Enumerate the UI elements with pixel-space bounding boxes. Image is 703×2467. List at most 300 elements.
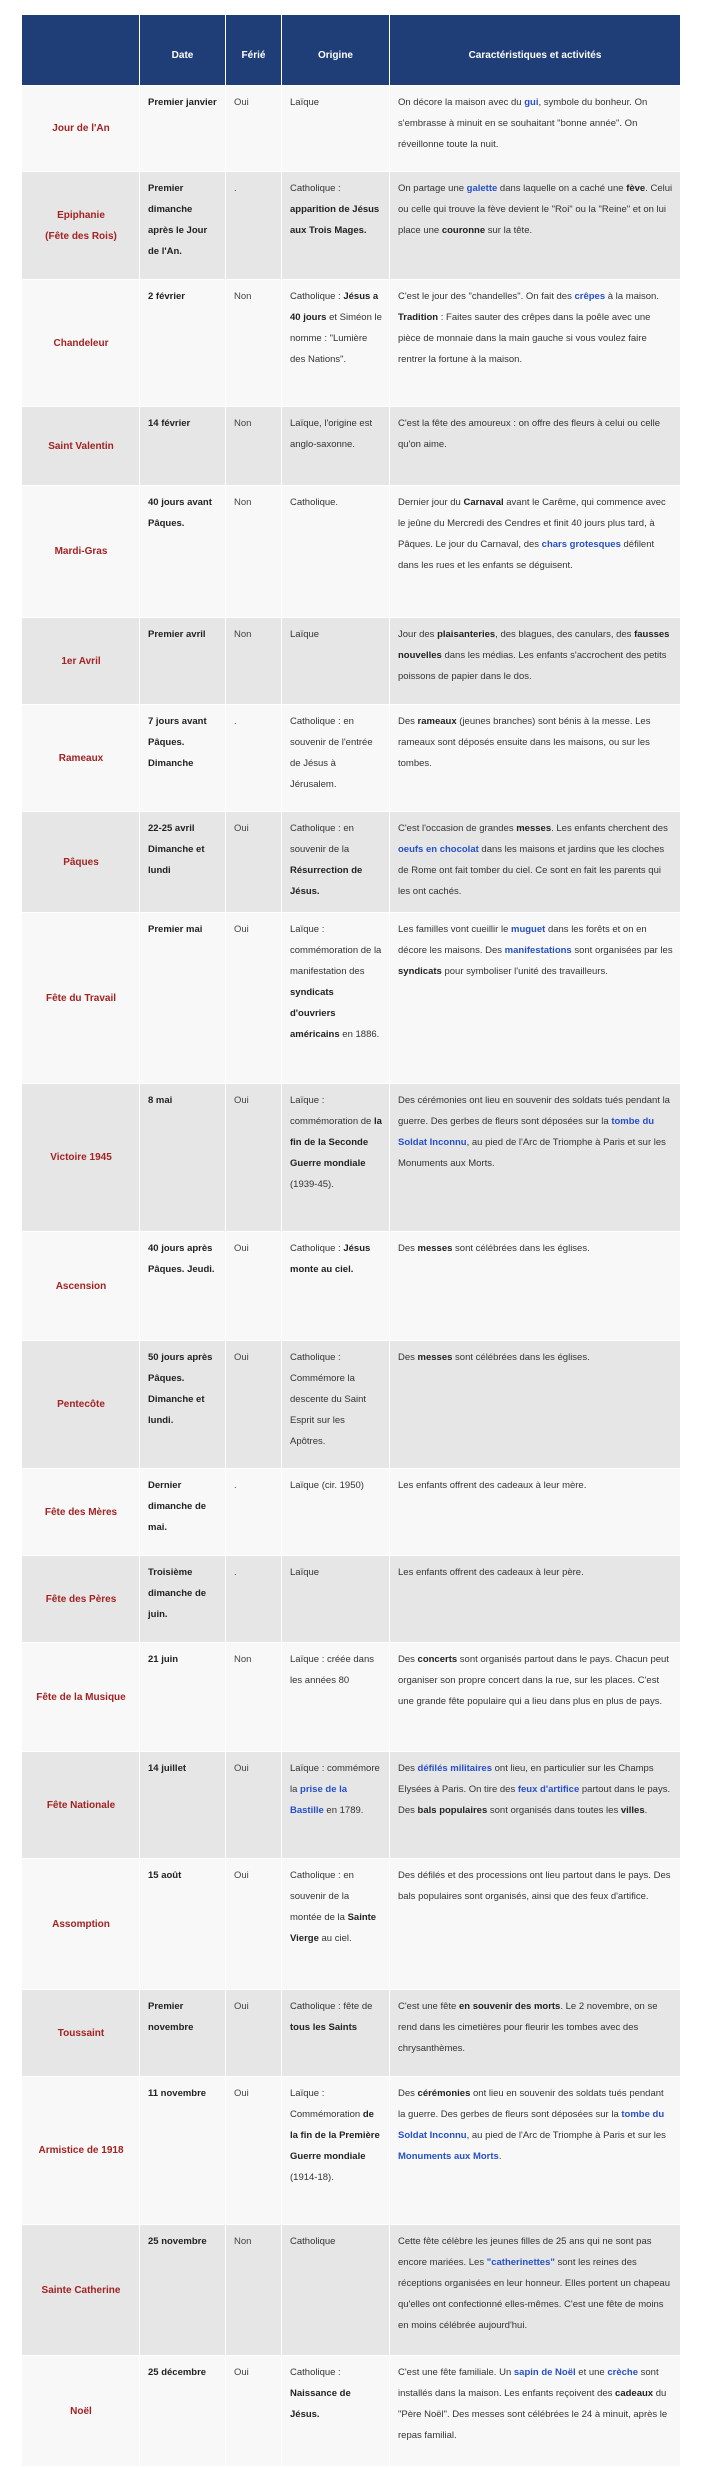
bold-text: Premier dimanche après le Jour de l'An.: [148, 183, 208, 257]
bold-text: 11 novembre: [148, 2088, 207, 2099]
text-segment: Laïque: [290, 97, 320, 108]
bold-text: Premier novembre: [148, 2001, 194, 2033]
holiday-date: [140, 1752, 225, 1858]
text-segment: ont lieu en souvenir des soldats tués pendant la guerre. Des gerbes de fleurs sont déposées sur la: [398, 2088, 664, 2120]
holiday-origine: [282, 172, 389, 279]
text-segment: Laïque (cir. 1950): [290, 1480, 364, 1491]
bold-text: Carnaval: [463, 497, 504, 508]
holiday-ferie: Oui: [226, 812, 281, 912]
text-segment: Des défilés et des processions ont lieu partout dans le pays. Des bals populaires sont organisés, ainsi que des feux d'artifice.: [398, 1870, 671, 1902]
holiday-date: [140, 913, 225, 1083]
bold-text: fève: [626, 183, 646, 194]
text-segment: ont lieu, en particulier sur les Champs Elysées à Paris. On tire des: [398, 1763, 654, 1795]
holiday-date: [140, 407, 225, 485]
table-row: [22, 1084, 680, 1231]
bold-text: concerts: [417, 1654, 458, 1665]
highlight-link[interactable]: sapin de Noël: [513, 2367, 576, 2378]
text-segment: C'est la fête des amoureux : on offre des fleurs à celui ou celle qu'on aime.: [398, 418, 660, 450]
table-body: [22, 86, 680, 2466]
text-segment: défilent dans les rues et les enfants se déguisent.: [398, 539, 655, 571]
bold-text: cérémonies: [417, 2088, 471, 2099]
text-segment: : Faites sauter des crêpes dans la poêle avec une pièce de monnaie dans la main gauche si vous voulez faire rentrer la fortune à la maison.: [398, 312, 651, 365]
holiday-name-line: Ascension: [55, 1280, 107, 1292]
text-segment: dans les médias. Les enfants s'accrochent des petits poissons de papier dans le dos.: [398, 650, 667, 682]
bold-text: bals populaires: [417, 1805, 488, 1816]
holiday-name: [22, 1232, 139, 1340]
text-segment: . Les enfants cherchent des: [551, 823, 668, 834]
table-row: [22, 812, 680, 912]
holiday-activites: [390, 172, 680, 279]
holiday-date: [140, 1469, 225, 1555]
text-segment: On partage une: [398, 183, 467, 194]
text-segment: Les enfants offrent des cadeaux à leur père.: [398, 1567, 584, 1578]
holiday-date: [140, 2225, 225, 2355]
holiday-ferie: Non: [226, 618, 281, 704]
text-segment: Laïque : commémoration de la manifestation des: [290, 924, 382, 977]
holiday-name-line: Armistice de 1918: [38, 2145, 124, 2156]
holiday-name-line: Sainte Catherine: [41, 2284, 121, 2296]
text-segment: Catholique : fête de: [290, 2001, 373, 2012]
text-segment: et une: [575, 2367, 608, 2378]
text-segment: Dernier jour du: [398, 497, 464, 508]
holiday-ferie: Oui: [226, 1752, 281, 1858]
holiday-name-line: Fête des Pères: [45, 1593, 117, 1605]
holiday-ferie: .: [226, 1556, 281, 1642]
holiday-name-line: Chandeleur: [53, 337, 109, 349]
table-row: [22, 1752, 680, 1858]
holiday-name: [22, 2225, 139, 2355]
text-segment: sur la tête.: [485, 225, 533, 236]
highlight-link[interactable]: tombe du Soldat Inconnu: [398, 2109, 665, 2141]
holiday-date: [140, 1556, 225, 1642]
bold-text: 40 jours avant Pâques.: [148, 497, 212, 529]
highlight-link[interactable]: galette: [466, 183, 498, 194]
bold-text: 2 février: [148, 291, 185, 302]
holiday-date: [140, 280, 225, 406]
highlight-link[interactable]: manifestations: [504, 945, 572, 956]
holiday-activites: [390, 1859, 680, 1989]
text-segment: Des cérémonies ont lieu en souvenir des soldats tués pendant la guerre. Des gerbes de fleurs sont déposées sur la: [398, 1095, 670, 1127]
text-segment: sont célébrées dans les églises.: [452, 1243, 590, 1254]
bold-text: en souvenir des morts: [458, 2001, 561, 2012]
text-segment: C'est le jour des "chandelles". On fait des: [398, 291, 575, 302]
holiday-date: [140, 1084, 225, 1231]
text-segment: Catholique : en souvenir de la: [290, 823, 354, 855]
bold-text: Premier avril: [148, 629, 206, 640]
bold-text: 25 novembre: [148, 2236, 207, 2247]
text-segment: Catholique :: [290, 2367, 341, 2378]
holiday-activites: [390, 1469, 680, 1555]
bold-text: messes: [516, 823, 552, 834]
holiday-name: [22, 812, 139, 912]
highlight-link[interactable]: défilés militaires: [417, 1763, 492, 1774]
text-segment: (1939-45).: [290, 1179, 334, 1190]
text-segment: Catholique.: [290, 497, 339, 508]
text-segment: en 1886.: [339, 1029, 380, 1040]
bold-text: Dernier dimanche de mai.: [148, 1480, 207, 1533]
header-ferie: Férié: [226, 15, 281, 85]
bold-text: 50 jours après Pâques. Dimanche et lundi.: [148, 1352, 213, 1426]
bold-text: 22-25 avril Dimanche et lundi: [148, 823, 205, 876]
bold-text: syndicats: [398, 966, 442, 977]
bold-text: la fin de la Seconde Guerre mondiale: [290, 1116, 382, 1169]
text-segment: Jour des: [398, 629, 438, 640]
holiday-origine: [282, 2225, 389, 2355]
holiday-name-line: Epiphanie: [57, 209, 105, 221]
text-segment: Des: [398, 1763, 418, 1774]
holiday-origine: [282, 618, 389, 704]
holiday-activites: [390, 1084, 680, 1231]
holiday-date: [140, 1990, 225, 2076]
holiday-ferie: Oui: [226, 2356, 281, 2466]
holiday-activites: [390, 407, 680, 485]
bold-text: 7 jours avant Pâques. Dimanche: [148, 716, 207, 769]
text-segment: Des: [398, 1243, 418, 1254]
text-segment: . Le 2 novembre, on se rend dans les cimetières pour fleurir les tombes avec des chrysanthèmes.: [398, 2001, 658, 2054]
holiday-name: [22, 1990, 139, 2076]
text-segment: , au pied de l'Arc de Triomphe à Paris et sur les: [466, 2130, 666, 2141]
text-segment: du "Père Noël". Des messes sont célébrées le 24 à minuit, après le repas familial.: [398, 2388, 668, 2441]
holiday-name: [22, 1752, 139, 1858]
highlight-link[interactable]: Monuments aux Morts: [398, 2151, 499, 2162]
holiday-date: [140, 2077, 225, 2224]
text-segment: Catholique :: [290, 291, 344, 302]
table-row: [22, 280, 680, 406]
holiday-name-line: Noël: [70, 2405, 92, 2417]
bold-text: 14 février: [148, 418, 191, 429]
holiday-activites: [390, 2225, 680, 2355]
holiday-name-line: (Fête des Rois): [45, 230, 117, 242]
holiday-origine: [282, 86, 389, 171]
holiday-activites: [390, 86, 680, 171]
holiday-name-line: Fête de la Musique: [36, 1691, 126, 1703]
header-date: Date: [140, 15, 225, 85]
holiday-origine: [282, 1859, 389, 1989]
holiday-activites: [390, 1752, 680, 1858]
holiday-ferie: Non: [226, 1643, 281, 1751]
holiday-name: [22, 913, 139, 1083]
text-segment: (jeunes branches) sont bénis à la messe. Les rameaux sont déposés ensuite dans les maisons, ou sur les tombes.: [398, 716, 651, 769]
table-row: [22, 2077, 680, 2224]
holiday-name-line: Pentecôte: [57, 1399, 105, 1410]
holiday-activites: [390, 1990, 680, 2076]
text-segment: C'est l'occasion de grandes: [398, 823, 517, 834]
bold-text: 8 mai: [148, 1095, 173, 1106]
holiday-name-line: Pâques: [63, 856, 99, 868]
text-segment: Des: [398, 1654, 418, 1665]
holiday-origine: [282, 1990, 389, 2076]
text-segment: Des: [398, 1352, 418, 1363]
holiday-ferie: Oui: [226, 1232, 281, 1340]
highlight-link[interactable]: feux d'artifice: [517, 1784, 580, 1795]
text-segment: au ciel.: [318, 1933, 352, 1944]
table-row: [22, 407, 680, 485]
text-segment: dans les maisons et jardins que les cloches de Rome ont fait tomber du ciel. Ce sont en fait les parents qui les ont cachés.: [398, 844, 665, 897]
text-segment: sont installés dans la maison. Les enfants reçoivent des: [398, 2367, 659, 2399]
holiday-date: [140, 2356, 225, 2466]
holiday-ferie: Non: [226, 280, 281, 406]
bold-text: Troisième dimanche de juin.: [148, 1567, 207, 1620]
holiday-name: [22, 1084, 139, 1231]
text-segment: en 1789.: [323, 1805, 364, 1816]
bold-text: messes: [417, 1243, 453, 1254]
holiday-origine: [282, 812, 389, 912]
holiday-date: [140, 1341, 225, 1468]
holiday-name-line: Mardi-Gras: [54, 546, 108, 557]
bold-text: 15 août: [148, 1870, 182, 1881]
holiday-name: [22, 618, 139, 704]
highlight-link[interactable]: prise de la Bastille: [290, 1784, 348, 1816]
text-segment: pour symboliser l'unité des travailleurs.: [441, 966, 608, 977]
holiday-name: [22, 407, 139, 485]
holiday-origine: [282, 2077, 389, 2224]
table-row: [22, 1232, 680, 1340]
holidays-table-container: [21, 14, 679, 2467]
holiday-origine: [282, 1341, 389, 1468]
holiday-ferie: .: [226, 1469, 281, 1555]
holiday-ferie: Non: [226, 486, 281, 617]
text-segment: sont organisées par les: [571, 945, 673, 956]
holiday-activites: [390, 812, 680, 912]
holiday-ferie: Oui: [226, 1859, 281, 1989]
bold-text: fausses nouvelles: [398, 629, 670, 661]
holiday-name: [22, 2356, 139, 2466]
holiday-origine: [282, 1084, 389, 1231]
text-segment: à la maison.: [605, 291, 659, 302]
holiday-origine: [282, 2356, 389, 2466]
text-segment: Les enfants offrent des cadeaux à leur mère.: [398, 1480, 587, 1491]
holiday-name: [22, 1859, 139, 1989]
holiday-name-line: Assomption: [52, 1918, 110, 1930]
table-row: [22, 1341, 680, 1468]
bold-text: couronne: [441, 225, 486, 236]
highlight-link[interactable]: gui: [524, 97, 539, 108]
holiday-activites: [390, 280, 680, 406]
holiday-ferie: Non: [226, 407, 281, 485]
text-segment: On décore la maison avec du: [398, 97, 525, 108]
holiday-origine: [282, 1232, 389, 1340]
holiday-name: [22, 1556, 139, 1642]
bold-text: 25 décembre: [148, 2367, 207, 2378]
text-segment: Catholique :: [290, 1243, 344, 1254]
holiday-name: [22, 2077, 139, 2224]
holiday-origine: [282, 705, 389, 811]
highlight-link[interactable]: crêpes: [574, 291, 606, 302]
highlight-link[interactable]: "catherinettes": [486, 2257, 555, 2268]
holiday-activites: [390, 1643, 680, 1751]
bold-text: apparition de Jésus aux Trois Mages.: [290, 204, 380, 236]
text-segment: Laïque : commémore la: [290, 1763, 380, 1795]
holiday-name-line: Saint Valentin: [48, 440, 114, 452]
holiday-activites: [390, 618, 680, 704]
text-segment: Laïque : commémoration de: [290, 1095, 374, 1127]
table-row: [22, 2356, 680, 2466]
holiday-name-line: Jour de l'An: [52, 123, 110, 134]
holiday-activites: [390, 705, 680, 811]
bold-text: cadeaux: [615, 2388, 654, 2399]
holiday-date: [140, 1643, 225, 1751]
highlight-link[interactable]: crèche: [607, 2367, 638, 2378]
holiday-origine: [282, 1556, 389, 1642]
holiday-name-line: Victoire 1945: [50, 1152, 112, 1163]
holiday-date: [140, 1232, 225, 1340]
text-segment: dans laquelle on a caché une: [497, 183, 627, 194]
text-segment: C'est une fête familiale. Un: [398, 2367, 514, 2378]
holiday-date: [140, 705, 225, 811]
bold-text: plaisanteries: [437, 629, 496, 640]
holiday-ferie: .: [226, 705, 281, 811]
bold-text: syndicats d'ouvriers américains: [290, 987, 340, 1040]
bold-text: Jésus monte au ciel.: [290, 1243, 371, 1275]
holiday-activites: [390, 486, 680, 617]
text-segment: Laïque : créée dans les années 80: [290, 1654, 374, 1686]
holiday-date: [140, 86, 225, 171]
holiday-date: [140, 618, 225, 704]
table-row: [22, 705, 680, 811]
holiday-name: [22, 705, 139, 811]
holiday-ferie: Oui: [226, 86, 281, 171]
holiday-origine: [282, 280, 389, 406]
text-segment: dans les forêts et on en décore les maisons. Des: [398, 924, 647, 956]
bold-text: messes: [417, 1352, 453, 1363]
table-row: [22, 913, 680, 1083]
bold-text: Premier mai: [148, 924, 203, 935]
holiday-ferie: Non: [226, 2225, 281, 2355]
holiday-activites: [390, 1232, 680, 1340]
header-activites: Caractéristiques et activités: [390, 15, 680, 85]
text-segment: partout dans le pays. Des: [398, 1784, 671, 1816]
text-segment: sont organisés partout dans le pays. Chacun peut organiser son propre concert dans la rue, sur les places. C'est une grande fête populaire qui a lieu dans plus en plus de pays.: [398, 1654, 669, 1707]
text-segment: avant le Carême, qui commence avec le jeûne du Mercredi des Cendres et finit 40 jours plus tard, à Pâques. Le jour du Carnaval, des: [398, 497, 666, 550]
bold-text: rameaux: [417, 716, 457, 727]
header-holiday: [22, 15, 139, 85]
table-row: [22, 2225, 680, 2355]
holiday-name-line: Fête du Travail: [45, 992, 117, 1004]
header-origine: Origine: [282, 15, 389, 85]
text-segment: Catholique : en souvenir de l'entrée de Jésus à Jérusalem.: [290, 716, 373, 790]
text-segment: C'est une fête: [398, 2001, 459, 2012]
holiday-name-line: Toussaint: [57, 2027, 105, 2039]
holiday-origine: [282, 913, 389, 1083]
table-row: [22, 1990, 680, 2076]
bold-text: 21 juin: [148, 1654, 179, 1665]
holiday-name: [22, 172, 139, 279]
table-row: [22, 1469, 680, 1555]
holiday-activites: [390, 1341, 680, 1468]
holiday-activites: [390, 913, 680, 1083]
highlight-link[interactable]: tombe du Soldat Inconnu: [398, 1116, 655, 1148]
holiday-origine: [282, 1469, 389, 1555]
holiday-name-line: 1er Avril: [61, 655, 101, 667]
holiday-ferie: Oui: [226, 2077, 281, 2224]
bold-text: Naissance de Jésus.: [290, 2388, 351, 2420]
bold-text: de la fin de la Première Guerre mondiale: [290, 2109, 380, 2162]
holiday-date: [140, 486, 225, 617]
holiday-origine: [282, 1643, 389, 1751]
holiday-name: [22, 1341, 139, 1468]
table-row: [22, 1643, 680, 1751]
holiday-date: [140, 812, 225, 912]
holiday-name-line: Rameaux: [58, 752, 104, 764]
text-segment: Laïque: [290, 629, 320, 640]
holiday-origine: [282, 407, 389, 485]
holiday-activites: [390, 1556, 680, 1642]
text-segment: , au pied de l'Arc de Triomphe à Paris et sur les Monuments aux Morts.: [398, 1137, 666, 1169]
highlight-link[interactable]: muguet: [511, 924, 546, 935]
bold-text: 40 jours après Pâques. Jeudi.: [148, 1243, 215, 1275]
holidays-table: [21, 14, 681, 2467]
text-segment: Des: [398, 2088, 418, 2099]
bold-text: Jésus a 40 jours: [290, 291, 379, 323]
text-segment: sont organisés dans toutes les: [487, 1805, 621, 1816]
bold-text: villes: [620, 1805, 645, 1816]
table-row: [22, 1859, 680, 1989]
text-segment: Les familles vont cueillir le: [398, 924, 511, 935]
text-segment: et Siméon le nomme : "Lumière des Nations".: [290, 312, 382, 365]
table-row: [22, 618, 680, 704]
text-segment: Cette fête célèbre les jeunes filles de 25 ans qui ne sont pas encore mariées. Les: [398, 2236, 652, 2268]
holiday-name: [22, 486, 139, 617]
text-segment: .: [644, 1805, 648, 1816]
holiday-date: [140, 1859, 225, 1989]
holiday-name: [22, 1643, 139, 1751]
text-segment: , symbole du bonheur. On s'embrasse à minuit en se souhaitant "bonne année". On réveillonne toute la nuit.: [398, 97, 648, 150]
holiday-ferie: Oui: [226, 913, 281, 1083]
text-segment: Catholique : Commémore la descente du Saint Esprit sur les Apôtres.: [290, 1352, 367, 1447]
text-segment: Des: [398, 716, 418, 727]
holiday-name: [22, 280, 139, 406]
holiday-activites: [390, 2356, 680, 2466]
holiday-name: [22, 86, 139, 171]
highlight-link[interactable]: chars grotesques: [541, 539, 621, 550]
bold-text: 14 juillet: [148, 1763, 187, 1774]
text-segment: sont les reines des réceptions organisées en leur honneur. Elles portent un chapeau qu'elles ont confectionné elles-mêmes. C'est une fête de moins en moins célébrée aujourd'hui.: [398, 2257, 670, 2331]
table-row: [22, 1556, 680, 1642]
holiday-name-line: Fête des Mères: [44, 1506, 118, 1518]
table-row: [22, 172, 680, 279]
bold-text: Premier janvier: [148, 97, 217, 108]
holiday-origine: [282, 1752, 389, 1858]
holiday-activites: [390, 2077, 680, 2224]
table-row: [22, 86, 680, 171]
text-segment: .: [498, 2151, 502, 2162]
text-segment: Catholique : en souvenir de la montée de la: [290, 1870, 354, 1923]
holiday-ferie: Oui: [226, 1341, 281, 1468]
text-segment: (1914-18).: [290, 2172, 334, 2183]
holiday-name-line: Fête Nationale: [46, 1799, 116, 1811]
holiday-ferie: .: [226, 172, 281, 279]
bold-text: Sainte Vierge: [290, 1912, 377, 1944]
holiday-name: [22, 1469, 139, 1555]
text-segment: Catholique: [290, 2236, 336, 2247]
text-segment: , des blagues, des canulars, des: [495, 629, 635, 640]
holiday-date: [140, 172, 225, 279]
text-segment: . Celui ou celle qui trouve la fève devient le "Roi" ou la "Reine" et on lui place une: [398, 183, 673, 236]
text-segment: Laïque : Commémoration: [290, 2088, 363, 2120]
header-row: [22, 15, 680, 85]
bold-text: tous les Saints: [290, 2022, 358, 2033]
holiday-origine: [282, 486, 389, 617]
text-segment: sont célébrées dans les églises.: [452, 1352, 590, 1363]
text-segment: Catholique :: [290, 183, 341, 194]
text-segment: Laïque: [290, 1567, 320, 1578]
holiday-ferie: Oui: [226, 1084, 281, 1231]
bold-text: Résurrection de Jésus.: [290, 865, 363, 897]
holiday-ferie: Oui: [226, 1990, 281, 2076]
table-row: [22, 486, 680, 617]
highlight-link[interactable]: oeufs en chocolat: [398, 844, 479, 855]
text-segment: Laïque, l'origine est anglo-saxonne.: [290, 418, 373, 450]
